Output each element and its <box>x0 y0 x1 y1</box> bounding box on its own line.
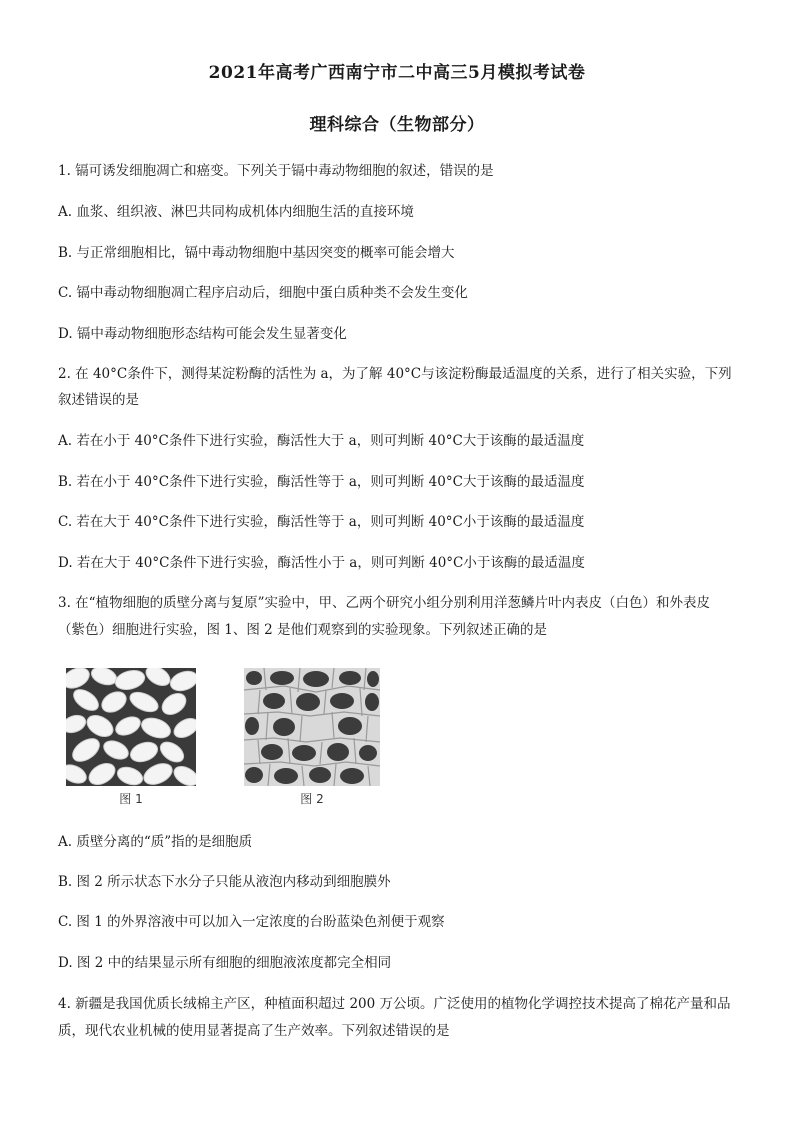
figure-2-caption: 图 2 <box>300 792 324 806</box>
figure-1 <box>66 668 196 807</box>
question-2-option-a: A. 若在小于 40°C条件下进行实验，酶活性大于 a，则可判断 40°C大于该酶的最适温度 <box>58 433 585 449</box>
question-1-option-c: C. 镉中毒动物细胞凋亡程序启动后，细胞中蛋白质种类不会发生变化 <box>58 285 468 301</box>
question-3-option-c: C. 图 1 的外界溶液中可以加入一定浓度的台盼蓝染色剂便于观察 <box>58 914 445 930</box>
question-1-option-a: A. 血浆、组织液、淋巴共同构成机体内细胞生活的直接环境 <box>58 204 414 220</box>
question-2-stem-line-1: 2. 在 40°C条件下，测得某淀粉酶的活性为 a，为了解 40°C与该淀粉酶最适温度的关系，进行了相关实验，下列 <box>58 366 732 382</box>
question-4-stem-line-1: 4. 新疆是我国优质长绒棉主产区，种植面积超过 200 万公顷。广泛使用的植物化学调控技术提高了棉花产量和品 <box>58 996 731 1012</box>
question-3-stem-line-1: 3. 在“植物细胞的质壁分离与复原”实验中，甲、乙两个研究小组分别利用洋葱鳞片叶内表皮（白色）和外表皮 <box>58 595 710 611</box>
question-2-stem-line-2: 叙述错误的是 <box>58 392 139 408</box>
question-1-option-b: B. 与正常细胞相比，镉中毒动物细胞中基因突变的概率可能会增大 <box>58 245 455 261</box>
figure-1-micrograph <box>66 668 196 786</box>
question-3-stem-line-2: （紫色）细胞进行实验，图 1、图 2 是他们观察到的实验现象。下列叙述正确的是 <box>58 622 548 638</box>
question-4-stem-line-2: 质，现代农业机械的使用显著提高了生产效率。下列叙述错误的是 <box>58 1023 450 1039</box>
exam-title: 2021年高考广西南宁市二中高三5月模拟考试卷 <box>208 63 586 83</box>
question-1-option-d: D. 镉中毒动物细胞形态结构可能会发生显著变化 <box>58 326 347 342</box>
question-3-option-d: D. 图 2 中的结果显示所有细胞的细胞液浓度都完全相同 <box>58 955 392 971</box>
question-3-option-a: A. 质壁分离的“质”指的是细胞质 <box>58 834 253 850</box>
exam-subtitle: 理科综合（生物部分） <box>309 115 485 135</box>
figure-2 <box>244 668 380 807</box>
figure-1-caption: 图 1 <box>119 792 143 806</box>
question-3-option-b: B. 图 2 所示状态下水分子只能从液泡内移动到细胞膜外 <box>58 874 391 890</box>
question-2-option-b: B. 若在小于 40°C条件下进行实验，酶活性等于 a，则可判断 40°C大于该酶的最适温度 <box>58 474 585 490</box>
question-1-stem: 1. 镉可诱发细胞凋亡和癌变。下列关于镉中毒动物细胞的叙述，错误的是 <box>58 163 494 179</box>
question-2-option-c: C. 若在大于 40°C条件下进行实验，酶活性等于 a，则可判断 40°C小于该酶的最适温度 <box>58 514 585 530</box>
question-2-option-d: D. 若在大于 40°C条件下进行实验，酶活性小于 a，则可判断 40°C小于该酶的最适温度 <box>58 555 585 571</box>
figure-2-micrograph <box>244 668 380 786</box>
